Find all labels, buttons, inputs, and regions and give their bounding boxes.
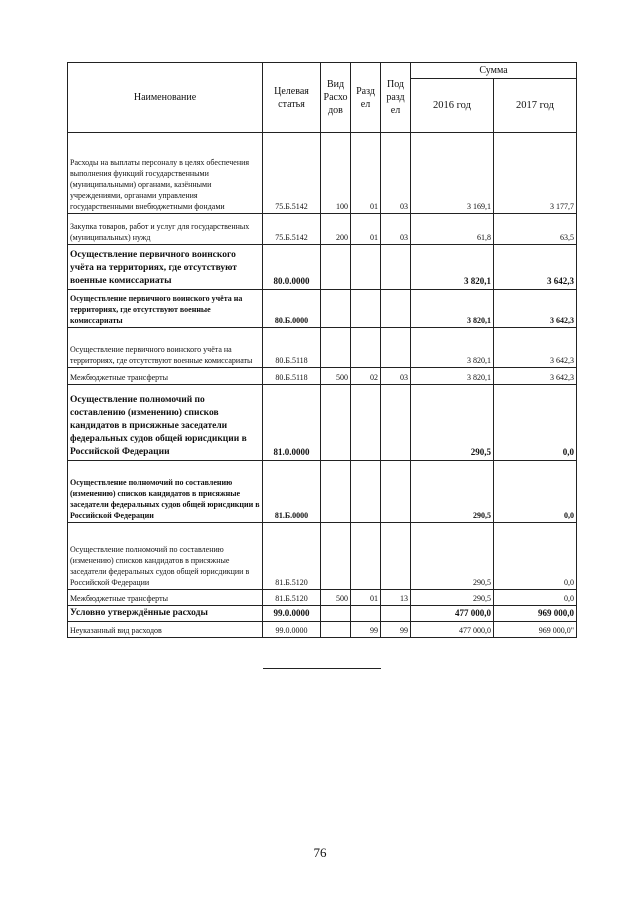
table-row — [68, 606, 577, 622]
table-row — [68, 622, 577, 638]
row-name: Осуществление первичного воинского учёта на территориях, где отсутствуют военные комиссариаты — [68, 290, 263, 328]
row-name: Условно утверждённые расходы — [68, 606, 263, 622]
row-section — [351, 461, 381, 523]
row-subsection — [381, 385, 411, 461]
row-type: 200 — [321, 214, 351, 245]
row-2016: 3 820,1 — [411, 368, 494, 385]
row-section — [351, 523, 381, 590]
row-name: Осуществление первичного воинского учёта на территориях, где отсутствуют военные комиссариаты — [68, 328, 263, 368]
table-row — [68, 461, 577, 523]
row-2017: 3 642,3 — [494, 368, 577, 385]
row-subsection: 03 — [381, 214, 411, 245]
row-2017: 969 000,0" — [494, 622, 577, 638]
row-name: Осуществление полномочий по составлению (изменению) списков кандидатов в присяжные заседатели федеральных судов общей юрисдикции в Российской Федерации — [68, 385, 263, 461]
row-type — [321, 328, 351, 368]
table-row — [68, 385, 577, 461]
table-row — [68, 368, 577, 385]
row-2016: 61,8 — [411, 214, 494, 245]
row-target: 81.0.0000 — [263, 385, 321, 461]
row-target: 99.0.0000 — [263, 622, 321, 638]
row-section: 01 — [351, 133, 381, 214]
row-2016: 290,5 — [411, 461, 494, 523]
row-2017: 969 000,0 — [494, 606, 577, 622]
row-2017: 3 642,3 — [494, 245, 577, 290]
row-2016: 290,5 — [411, 523, 494, 590]
row-name: Закупка товаров, работ и услуг для государственных (муниципальных) нужд — [68, 214, 263, 245]
header-year-2016: 2016 год — [411, 79, 494, 133]
row-name: Межбюджетные трансферты — [68, 590, 263, 606]
row-target: 80.Б.0000 — [263, 290, 321, 328]
row-subsection: 03 — [381, 133, 411, 214]
row-subsection — [381, 328, 411, 368]
row-name: Межбюджетные трансферты — [68, 368, 263, 385]
row-target: 80.Б.5118 — [263, 368, 321, 385]
row-target: 75.Б.5142 — [263, 133, 321, 214]
row-section: 01 — [351, 590, 381, 606]
row-subsection — [381, 461, 411, 523]
row-section: 02 — [351, 368, 381, 385]
row-target: 81.Б.5120 — [263, 590, 321, 606]
table-row — [68, 290, 577, 328]
row-2017: 0,0 — [494, 523, 577, 590]
row-name: Осуществление первичного воинского учёта на территориях, где отсутствуют военные комиссариаты — [68, 245, 263, 290]
table-row — [68, 328, 577, 368]
row-type — [321, 461, 351, 523]
table-row — [68, 133, 577, 214]
row-name: Расходы на выплаты персоналу в целях обеспечения выполнения функций государственными (муниципальными) органами, казёнными учреждениями, органами управления государственными внебюджетными фондами — [68, 133, 263, 214]
row-subsection — [381, 245, 411, 290]
end-of-table-rule — [263, 668, 381, 669]
row-2016: 290,5 — [411, 385, 494, 461]
header-expense-type: Вид Расхо дов — [321, 63, 351, 133]
row-subsection — [381, 606, 411, 622]
row-name: Осуществление полномочий по составлению (изменению) списков кандидатов в присяжные заседатели федеральных судов общей юрисдикции в Российской Федерации — [68, 523, 263, 590]
row-subsection: 99 — [381, 622, 411, 638]
row-2016: 290,5 — [411, 590, 494, 606]
row-subsection: 13 — [381, 590, 411, 606]
row-section — [351, 290, 381, 328]
row-subsection — [381, 523, 411, 590]
page-number: 76 — [313, 845, 327, 860]
header-subsection: Под разд ел — [381, 63, 411, 133]
header-name: Наименование — [68, 63, 263, 133]
row-2016: 3 820,1 — [411, 290, 494, 328]
table-row — [68, 523, 577, 590]
row-name: Неуказанный вид расходов — [68, 622, 263, 638]
row-target: 80.Б.5118 — [263, 328, 321, 368]
row-2016: 3 820,1 — [411, 328, 494, 368]
row-type: 100 — [321, 133, 351, 214]
header-section: Разд ел — [351, 63, 381, 133]
row-name: Осуществление полномочий по составлению (изменению) списков кандидатов в присяжные заседатели федеральных судов общей юрисдикции в Российской Федерации — [68, 461, 263, 523]
row-target: 81.Б.5120 — [263, 523, 321, 590]
table-row — [68, 245, 577, 290]
row-section — [351, 385, 381, 461]
row-section — [351, 328, 381, 368]
row-subsection: 03 — [381, 368, 411, 385]
row-2016: 3 820,1 — [411, 245, 494, 290]
budget-table — [67, 62, 577, 638]
header-sum: Сумма — [411, 63, 577, 79]
row-2017: 3 642,3 — [494, 328, 577, 368]
row-target: 99.0.0000 — [263, 606, 321, 622]
row-type — [321, 385, 351, 461]
row-subsection — [381, 290, 411, 328]
row-2016: 477 000,0 — [411, 606, 494, 622]
row-2017: 0,0 — [494, 385, 577, 461]
row-section: 99 — [351, 622, 381, 638]
row-section: 01 — [351, 214, 381, 245]
header-year-2017: 2017 год — [494, 79, 577, 133]
row-target: 81.Б.0000 — [263, 461, 321, 523]
row-target: 80.0.0000 — [263, 245, 321, 290]
row-2017: 63,5 — [494, 214, 577, 245]
row-type — [321, 290, 351, 328]
row-2017: 3 642,3 — [494, 290, 577, 328]
row-2016: 477 000,0 — [411, 622, 494, 638]
row-section — [351, 606, 381, 622]
table-row — [68, 590, 577, 606]
row-2016: 3 169,1 — [411, 133, 494, 214]
row-target: 75.Б.5142 — [263, 214, 321, 245]
row-2017: 0,0 — [494, 590, 577, 606]
row-section — [351, 245, 381, 290]
row-type — [321, 245, 351, 290]
header-target: Целевая статья — [263, 63, 321, 133]
row-2017: 0,0 — [494, 461, 577, 523]
row-type: 500 — [321, 590, 351, 606]
row-type — [321, 523, 351, 590]
row-type — [321, 622, 351, 638]
row-type: 500 — [321, 368, 351, 385]
table-row — [68, 214, 577, 245]
row-type — [321, 606, 351, 622]
row-2017: 3 177,7 — [494, 133, 577, 214]
